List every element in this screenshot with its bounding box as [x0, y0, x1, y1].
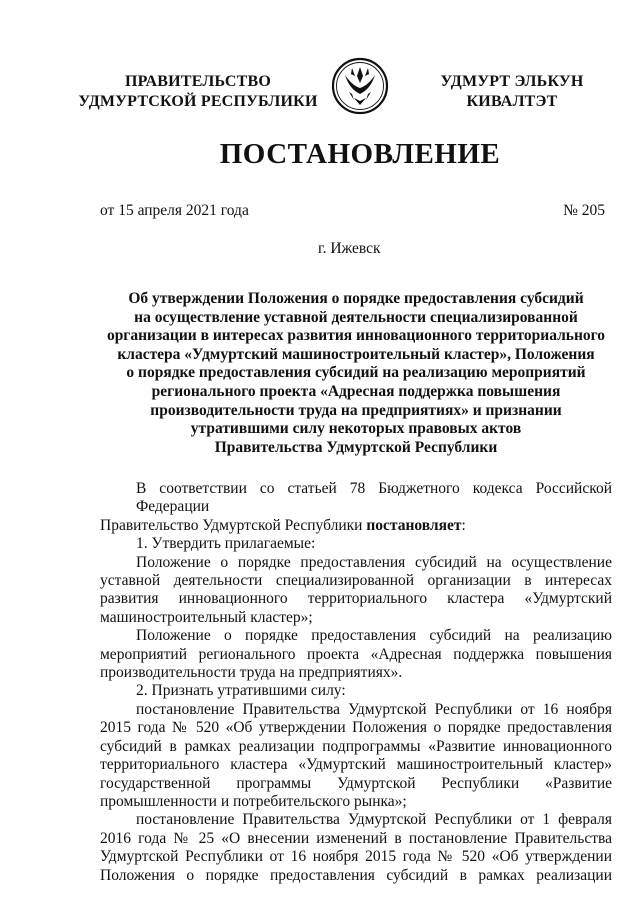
subject-line: производительности труда на предприятиях» и признании	[150, 401, 562, 419]
item-1a-line: Положение о порядке предоставления субсидий на осуществление	[136, 553, 612, 571]
preamble-line-end: :	[461, 516, 466, 534]
document-subject	[100, 290, 612, 457]
subject-line: кластера «Удмуртский машиностроительный кластер», Положения	[117, 345, 595, 363]
document-number: № 205	[563, 202, 605, 219]
item-2a-line: постановление Правительства Удмуртской Республики от 16 ноября	[136, 700, 612, 718]
item-1a	[100, 554, 612, 572]
item-2a-line: государственной программы Удмуртской Республики «Развитие	[100, 774, 612, 792]
item-2a-line: субсидий в рамках реализации подпрограммы «Развитие инновационного	[100, 737, 612, 755]
subject-line: организации в интересах развития инновационного территориального	[106, 327, 606, 345]
subject-line: о порядке предоставления субсидий на реализацию мероприятий	[126, 364, 586, 382]
item-2	[100, 682, 612, 700]
item-2b-line: Удмуртской Республики от 16 ноября 2015 года № 520 «Об утверждении	[100, 848, 612, 866]
preamble-line-text: Правительство Удмуртской Республики	[100, 516, 367, 534]
document-date: от 15 апреля 2021 года	[100, 202, 249, 219]
item-2-text: 2. Признать утратившими силу:	[136, 682, 346, 700]
document-body	[100, 480, 612, 885]
item-1b-line: мероприятий регионального проекта «Адресная поддержка повышения	[100, 645, 612, 663]
item-2a	[100, 701, 612, 719]
issuer-russian-line1: ПРАВИТЕЛЬСТВО	[124, 73, 272, 90]
item-1a-line: развития инновационного территориального кластера «Удмуртский	[100, 590, 612, 608]
decree-verb: постановляет	[366, 516, 462, 534]
item-1-text: 1. Утвердить прилагаемые:	[136, 535, 316, 553]
issuer-russian	[78, 72, 318, 112]
item-1b-line: Положение о порядке предоставления субсидий на реализацию	[136, 627, 612, 645]
preamble-line: В соответствии со статьей 78 Бюджетного кодекса Российской Федерации	[136, 480, 612, 516]
item-2b-line: 2016 года № 25 «О внесении изменений в постановление Правительства	[100, 829, 612, 847]
issuer-udmurt-line2: КИВАЛТЭТ	[466, 93, 558, 110]
item-2a-line: территориального кластера «Удмуртский машиностроительный кластер»	[100, 756, 612, 774]
document-title: ПОСТАНОВЛЕНИЕ	[219, 138, 501, 170]
item-2a-line: промышленности и потребительского рынка»;	[100, 792, 407, 810]
item-1a-line: уставной деятельности специализированной организации в интересах	[100, 572, 612, 590]
subject-line: утратившими силу некоторых правовых актов	[190, 420, 522, 438]
item-2b-line: Положения о порядке предоставления субсидий в рамках реализации	[100, 866, 612, 884]
document-city: г. Ижевск	[318, 240, 381, 257]
item-1b	[100, 627, 612, 645]
issuer-udmurt-line1: УДМУРТ ЭЛЬКУН	[440, 73, 584, 90]
issuer-udmurt	[412, 72, 612, 112]
preamble-paragraph	[100, 480, 612, 517]
item-2b-line: постановление Правительства Удмуртской Республики от 1 февраля	[136, 811, 612, 829]
subject-line: регионального проекта «Адресная поддержка повышения	[151, 382, 561, 400]
subject-line: Правительства Удмуртской Республики	[214, 438, 498, 456]
subject-line: Об утверждении Положения о порядке предоставления субсидий	[128, 290, 584, 307]
item-1a-line: машиностроительный кластер»;	[100, 608, 313, 626]
subject-line: на осуществление уставной деятельности специализированной	[134, 308, 578, 326]
item-1b-line: производительности труда на предприятиях».	[100, 664, 403, 682]
item-2a-line: 2015 года № 520 «Об утверждении Положения о порядке предоставления	[100, 719, 612, 737]
udmurt-emblem-icon	[330, 56, 390, 116]
issuer-russian-line2: УДМУРТСКОЙ РЕСПУБЛИКИ	[78, 93, 318, 110]
preamble-line	[100, 517, 612, 535]
item-1	[100, 535, 612, 553]
item-2b	[100, 811, 612, 829]
